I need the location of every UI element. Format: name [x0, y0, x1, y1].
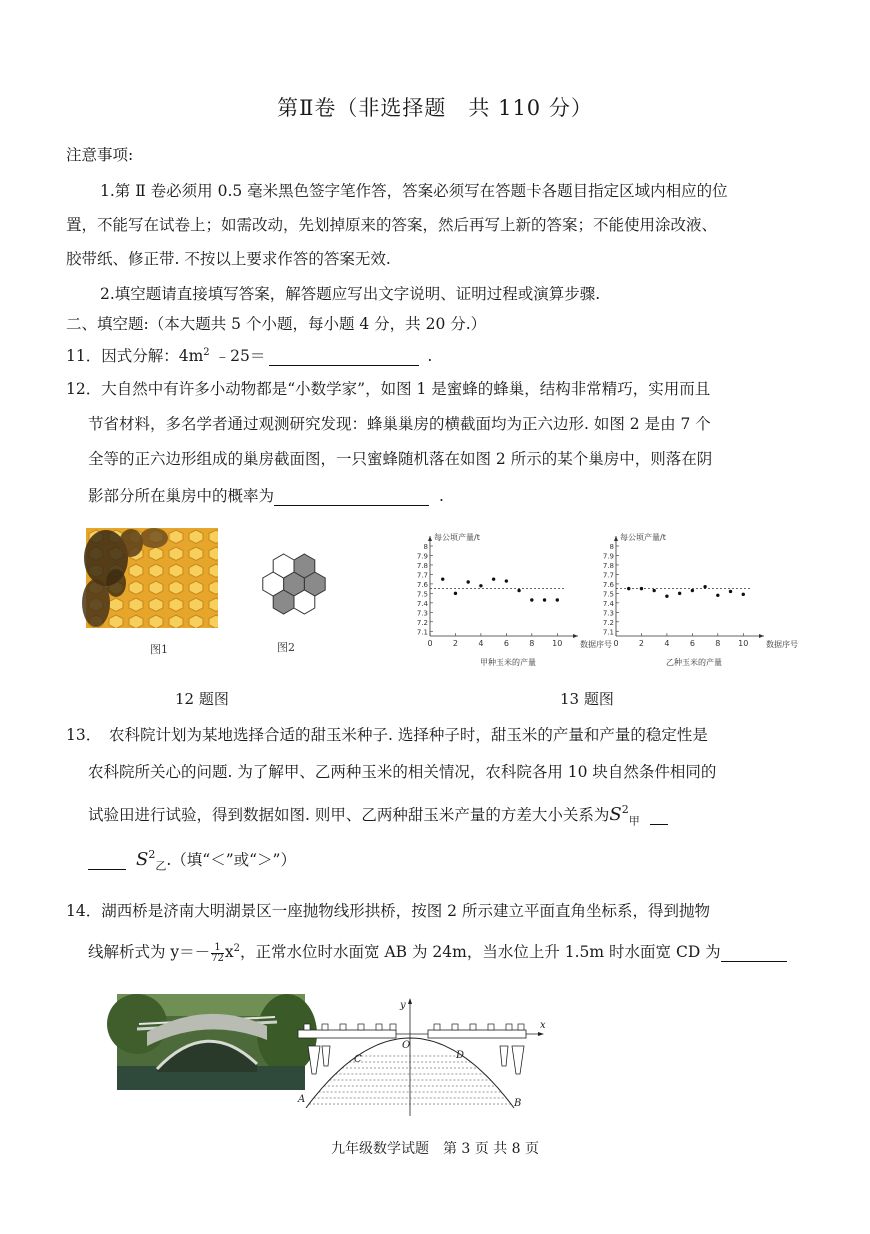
right-pier	[512, 1046, 524, 1074]
data-point	[640, 587, 643, 590]
q11-number: 11．	[66, 347, 102, 365]
q14-answer-blank[interactable]	[721, 943, 787, 962]
left-pier	[322, 1046, 330, 1066]
data-point	[492, 577, 495, 580]
data-point	[556, 598, 559, 601]
q14-line2	[88, 940, 787, 964]
fig1-caption: 图1	[150, 643, 168, 656]
x-tick-label: 6	[503, 639, 509, 648]
railing-post	[376, 1024, 382, 1030]
x-tick-label: 2	[638, 639, 645, 648]
variance-yi: $S^2_乙$	[136, 848, 167, 873]
x-tick-label: 2	[452, 639, 459, 648]
bridge-photo	[117, 994, 305, 1090]
x-tick-label: 10	[552, 639, 563, 648]
y-axis-label: y	[400, 1000, 406, 1011]
data-point	[627, 587, 630, 590]
q11-end: .	[427, 347, 433, 365]
q12-line2: 节省材料，多名学者通过观测研究发现：蜂巢巢房的横截面均为正六边形. 如图 2 是由 7 个	[88, 415, 711, 433]
y-tick-label: 7.3	[416, 609, 428, 618]
x-tick-label: 8	[529, 639, 535, 648]
y-tick-label: 7.4	[416, 599, 428, 608]
y-axis-arrow	[408, 998, 412, 1004]
fig12-label: 12 题图	[175, 690, 229, 708]
y-axis-label: 每公顷产量/t	[434, 533, 480, 542]
x-tick-label: 6	[689, 639, 695, 648]
q14-line2-b: x	[224, 943, 234, 961]
railing-post	[506, 1024, 512, 1030]
data-point	[716, 594, 719, 597]
q13-line4-end: .（填“＜”或“＞”）	[166, 851, 296, 869]
q14-line1: 14．湖西桥是济南大明湖景区一座抛物线形拱桥，按图 2 所示建立平面直角坐标系，得到抛物	[66, 902, 710, 920]
x-tick-label: 10	[738, 639, 749, 648]
data-point	[691, 589, 694, 592]
section-title: 第Ⅱ卷（非选择题 共 110 分）	[277, 96, 593, 120]
y-tick-label: 7.6	[416, 580, 428, 589]
y-tick-label: 7.7	[416, 571, 428, 580]
railing-post	[390, 1024, 396, 1030]
fig13-label: 13 题图	[560, 690, 614, 708]
right-deck	[428, 1030, 526, 1038]
data-point	[665, 595, 668, 598]
q11-text: 因式分解：4m	[101, 347, 204, 365]
railing-post	[470, 1024, 476, 1030]
point-d-label: D	[456, 1050, 465, 1061]
x-axis-label: 数据序号	[766, 640, 798, 649]
origin-label: O	[402, 1040, 411, 1051]
q12-line1: 12．大自然中有许多小动物都是“小数学家”，如图 1 是蜜蜂的蜂巢，结构非常精巧，实用而且	[66, 380, 711, 398]
notes-heading: 注意事项:	[66, 146, 134, 164]
railing-post	[340, 1024, 346, 1030]
y-tick-label: 7.1	[416, 628, 428, 637]
railing-post	[304, 1024, 310, 1030]
data-point	[517, 589, 520, 592]
q12-line4	[88, 484, 444, 506]
data-point	[543, 598, 546, 601]
q14-fraction: $\frac{1}{72}$	[211, 941, 224, 964]
chart-caption: 乙种玉米的产量	[666, 658, 722, 667]
data-point	[678, 592, 681, 595]
y-tick-label: 7.3	[602, 609, 614, 618]
x-axis-arrow	[759, 634, 764, 638]
x-axis-label: 数据序号	[580, 640, 612, 649]
q14-exponent: 2	[233, 942, 241, 954]
x-tick-label: 4	[664, 639, 670, 648]
x-axis-arrow	[538, 1032, 544, 1036]
y-tick-label: 7.5	[416, 590, 428, 599]
railing-post	[452, 1024, 458, 1030]
y-tick-label: 7.2	[416, 618, 428, 627]
data-point	[441, 577, 444, 580]
data-point	[454, 592, 457, 595]
left-deck	[298, 1030, 396, 1038]
y-tick-label: 8	[423, 543, 428, 551]
left-pier	[308, 1046, 320, 1074]
hexagon-figure	[254, 552, 334, 616]
y-tick-label: 7.9	[602, 552, 614, 561]
data-point	[530, 598, 533, 601]
q13-line2: 农科院所关心的问题. 为了解甲、乙两种玉米的相关情况，农科院各用 10 块自然条件相同的	[88, 763, 717, 781]
q11-exponent: 2	[203, 346, 210, 358]
note1-line2: 置，不能写在试卷上；如需改动，先划掉原来的答案，然后再写上新的答案；不能使用涂改液、	[66, 216, 718, 234]
y-tick-label: 7.6	[602, 580, 614, 589]
q13-line4	[88, 848, 296, 874]
railing-post	[518, 1024, 524, 1030]
q13-line3-text: 试验田进行试验，得到数据如图. 则甲、乙两种甜玉米产量的方差大小关系为	[88, 806, 610, 824]
note1-line1: 1.第 Ⅱ 卷必须用 0.5 毫米黑色签字笔作答，答案必须写在答题卡各题目指定区域内相应的位	[100, 182, 728, 200]
q12-line4-text: 影部分所在巢房中的概率为	[88, 487, 275, 505]
x-tick-label: 0	[427, 639, 433, 648]
chart-caption: 甲种玉米的产量	[480, 658, 536, 667]
point-a-label: A	[298, 1094, 306, 1105]
right-pier	[500, 1046, 508, 1066]
data-point	[479, 584, 482, 587]
data-point	[742, 593, 745, 596]
y-axis-arrow	[428, 536, 432, 541]
chart-jia	[410, 528, 612, 670]
q12-answer-blank[interactable]	[274, 487, 429, 506]
x-axis-arrow	[573, 634, 578, 638]
q11-answer-blank[interactable]	[269, 347, 419, 366]
y-tick-label: 7.8	[602, 561, 614, 570]
chart-yi	[596, 528, 798, 670]
variance-jia: $S^2_甲$	[609, 803, 640, 828]
y-tick-label: 7.4	[602, 599, 614, 608]
data-point	[505, 579, 508, 582]
railing-post	[322, 1024, 328, 1030]
honeycomb-photo	[86, 528, 218, 628]
bridge-diagram	[294, 996, 550, 1120]
y-tick-label: 7.9	[416, 552, 428, 561]
point-c-label: C	[354, 1054, 362, 1065]
data-point	[729, 590, 732, 593]
q13-line3	[88, 803, 668, 829]
railing-post	[358, 1024, 364, 1030]
y-axis-arrow	[614, 536, 618, 541]
q13-blank-part2[interactable]	[88, 851, 126, 870]
q13-blank-part1[interactable]	[650, 806, 668, 825]
y-tick-label: 7.7	[602, 571, 614, 580]
y-tick-label: 7.2	[602, 618, 614, 627]
data-point	[703, 585, 706, 588]
y-axis-label: 每公顷产量/t	[620, 533, 666, 542]
x-tick-label: 0	[613, 639, 619, 648]
note2: 2.填空题请直接填写答案，解答题应写出文字说明、证明过程或演算步骤.	[100, 285, 601, 303]
section2-heading: 二、填空题:（本大题共 5 个小题，每小题 4 分，共 20 分.）	[66, 315, 487, 333]
y-tick-label: 7.1	[602, 628, 614, 637]
x-tick-label: 8	[715, 639, 721, 648]
x-axis-label: x	[540, 1020, 546, 1031]
y-tick-label: 7.8	[416, 561, 428, 570]
railing-post	[434, 1024, 440, 1030]
y-tick-label: 8	[609, 543, 614, 551]
railing-post	[488, 1024, 494, 1030]
q14-line2-c: ，正常水位时水面宽 AB 为 24m，当水位上升 1.5m 时水面宽 CD 为	[240, 943, 721, 961]
q11-rest: ﹣25＝	[209, 347, 266, 365]
point-b-label: B	[514, 1098, 522, 1109]
y-tick-label: 7.5	[602, 590, 614, 599]
page-footer: 九年级数学试题 第 3 页 共 8 页	[330, 1141, 540, 1157]
data-point	[652, 589, 655, 592]
note1-line3: 胶带纸、修正带. 不按以上要求作答的答案无效.	[66, 250, 391, 268]
question-11	[66, 344, 432, 366]
q12-end: .	[439, 487, 444, 505]
x-tick-label: 4	[478, 639, 484, 648]
q14-line2-a: 线解析式为 y＝－	[88, 943, 211, 961]
q13-line1: 13． 农科院计划为某地选择合适的甜玉米种子. 选择种子时，甜玉米的产量和产量的稳定性是	[66, 726, 708, 744]
data-point	[466, 580, 469, 583]
fig2-caption: 图2	[277, 641, 295, 654]
q12-line3: 全等的正六边形组成的巢房截面图，一只蜜蜂随机落在如图 2 所示的某个巢房中，则落在阴	[88, 450, 713, 468]
